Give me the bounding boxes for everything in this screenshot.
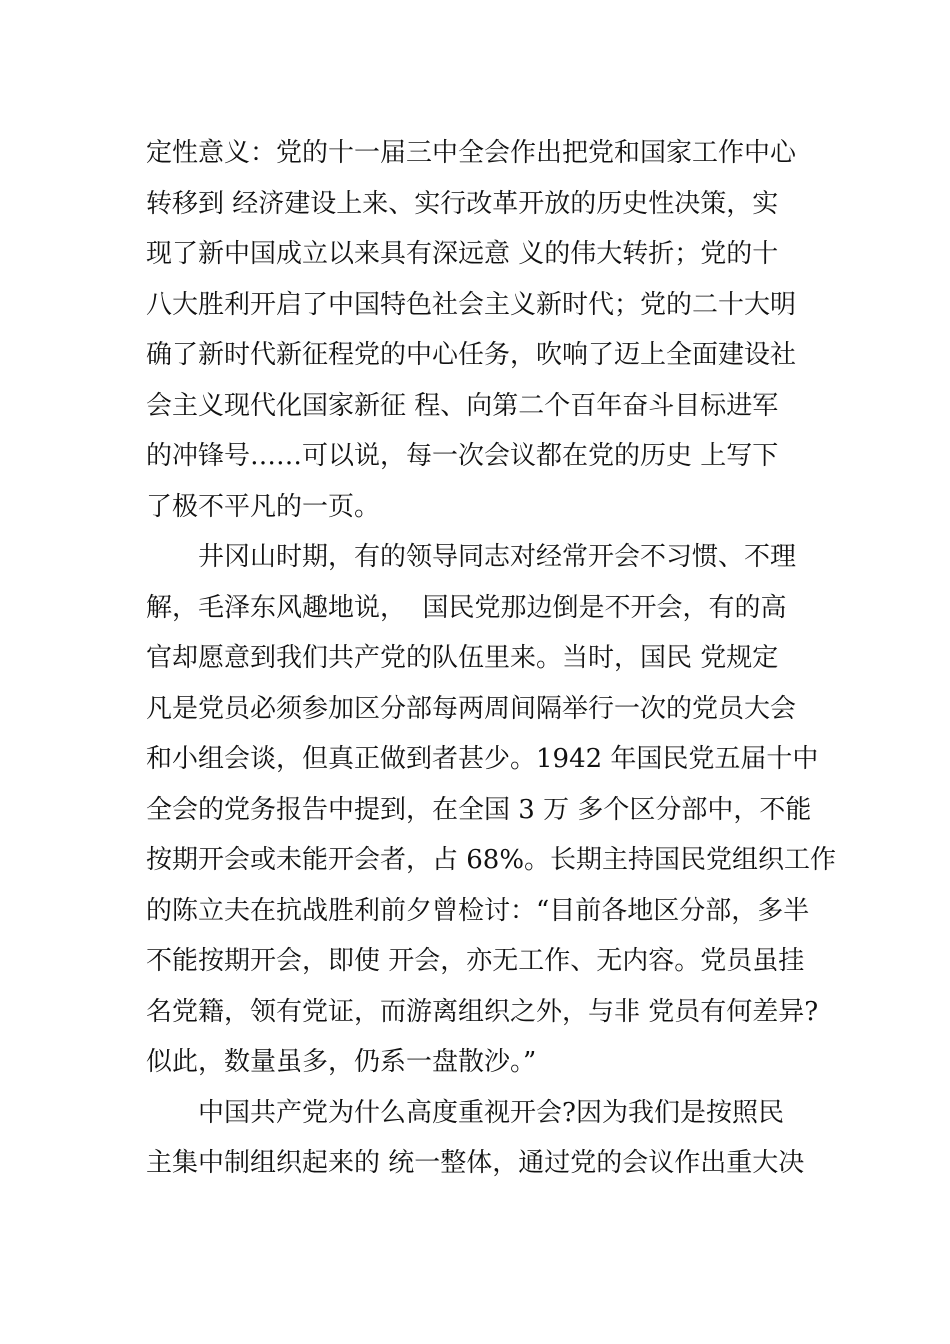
paragraph-line: 按期开会或未能开会者，占 68%。长期主持国民党组织工作 [146, 845, 837, 875]
paragraph-line: 全会的党务报告中提到，在全国 3 万 多个区分部中，不能 [146, 794, 812, 825]
paragraph-line: 了极不平凡的一页。 [146, 491, 381, 522]
paragraph-line: 的陈立夫在抗战胜利前夕曾检讨：“目前各地区分部，多半 [146, 895, 810, 926]
paragraph-line: 主集中制组织起来的 统一整体，通过党的会议作出重大决 [146, 1148, 805, 1178]
paragraph-line: 不能按期开会，即使 开会，亦无工作、无内容。党员虽挂 [146, 946, 805, 976]
paragraph-line: 和小组会谈，但真正做到者甚少。1942 年国民党五届十中 [146, 744, 819, 774]
paragraph-line: 会主义现代化国家新征 程、向第二个百年奋斗目标进军 [146, 390, 779, 421]
paragraph-line: 确了新时代新征程党的中心任务，吹响了迈上全面建设社 [146, 340, 797, 370]
paragraph-line: 凡是党员必须参加区分部每两周间隔举行一次的党员大会 [146, 693, 797, 724]
paragraph-line: 定性意义：党的十一届三中全会作出把党和国家工作中心 [146, 138, 797, 168]
paragraph-line: 官却愿意到我们共产党的队伍里来。当时，国民 党规定 [146, 643, 779, 673]
paragraph-line: 解，毛泽东风趣地说， 国民党那边倒是不开会，有的高 [146, 592, 787, 623]
paragraph-line: 八大胜利开启了中国特色社会主义新时代；党的二十大明 [146, 289, 797, 320]
paragraph-line: 似此，数量虽多，仍系一盘散沙。” [146, 1047, 537, 1077]
paragraph-line: 名党籍，领有党证，而游离组织之外，与非 党员有何差异? [146, 996, 819, 1027]
paragraph-first-line: 中国共产党为什么高度重视开会?因为我们是按照民 [198, 1097, 784, 1128]
paragraph-first-line: 井冈山时期，有的领导同志对经常开会不习惯、不理 [198, 542, 797, 572]
paragraph-line: 转移到 经济建设上来、实行改革开放的历史性决策，实 [146, 188, 779, 219]
paragraph-line: 的冲锋号……可以说，每一次会议都在党的历史 上写下 [146, 441, 779, 471]
paragraph-line: 现了新中国成立以来具有深远意 义的伟大转折；党的十 [146, 239, 779, 269]
document-body [146, 128, 837, 1189]
